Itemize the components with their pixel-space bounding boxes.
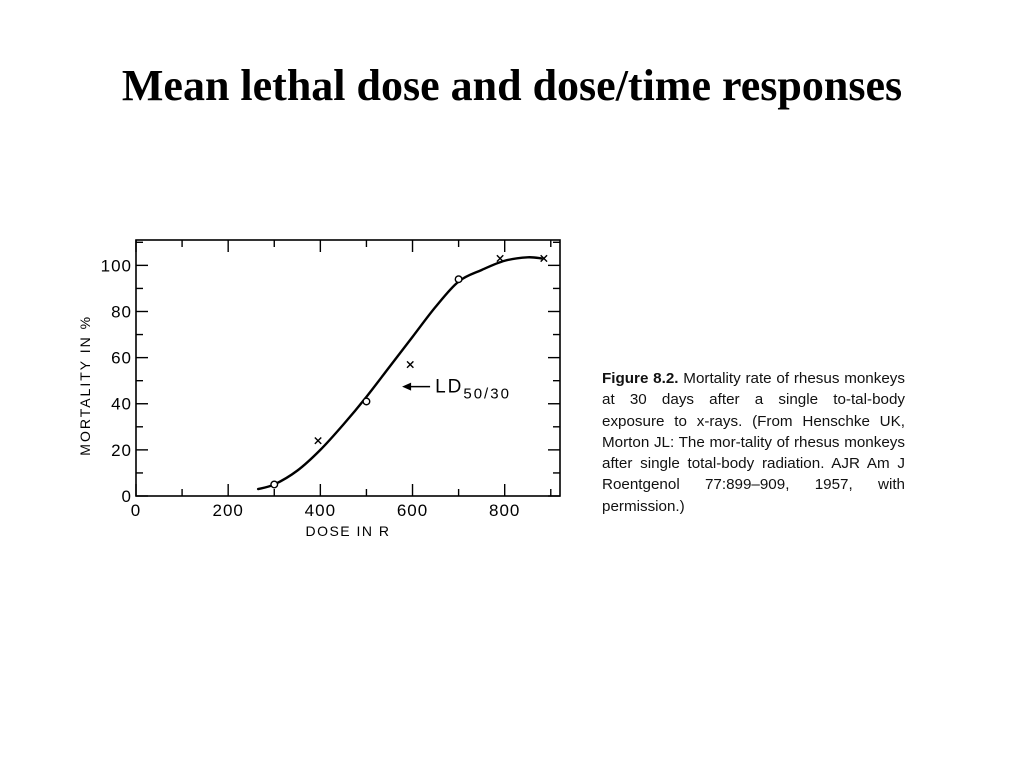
x-marker — [407, 361, 413, 367]
slide-title: Mean lethal dose and dose/time responses — [121, 61, 903, 110]
x-axis-label: DOSE IN R — [305, 523, 391, 539]
data-markers — [271, 255, 547, 488]
mortality-chart — [70, 225, 570, 539]
mortality-curve — [258, 257, 541, 489]
y-tick-label: 0 — [121, 487, 132, 506]
tick-marks — [136, 240, 560, 496]
plot-border — [136, 240, 560, 496]
x-tick-label: 600 — [396, 501, 429, 520]
plot-frame — [136, 240, 560, 496]
annotation-arrow-head — [402, 383, 411, 391]
y-tick-label: 20 — [111, 440, 132, 460]
figure-label: Figure 8.2. — [602, 370, 679, 387]
circle-marker — [455, 276, 462, 283]
x-tick-label: 200 — [212, 501, 244, 520]
annotation-label-subscript: 50/30 — [463, 385, 511, 403]
y-tick-label: 60 — [111, 348, 132, 368]
annotation-label — [435, 377, 511, 403]
figure-caption-text: Mortality rate of rhesus monkeys at 30 days after a single to-tal-body exposure to x-rays. (From Henschke UK, Morton JL: The mor-tality of rhesus monkeys after single total-body radiation. AJR Am J Roentgenol 77:899–909, 1957, with permission.) — [602, 370, 905, 515]
annotation-label-main: LD — [435, 376, 464, 398]
x-tick-label: 400 — [304, 501, 337, 520]
x-marker — [315, 437, 321, 443]
ld-annotation — [402, 377, 511, 403]
x-tick-label: 0 — [130, 501, 142, 520]
y-tick-label: 100 — [100, 256, 132, 276]
figure-caption — [602, 368, 905, 517]
y-axis-label: MORTALITY IN % — [77, 314, 93, 456]
x-tick-label: 800 — [489, 501, 521, 520]
circle-marker — [363, 398, 370, 405]
x-marker — [497, 255, 503, 261]
y-tick-label: 80 — [111, 302, 132, 322]
circle-marker — [271, 481, 278, 488]
y-tick-label: 40 — [111, 394, 132, 414]
